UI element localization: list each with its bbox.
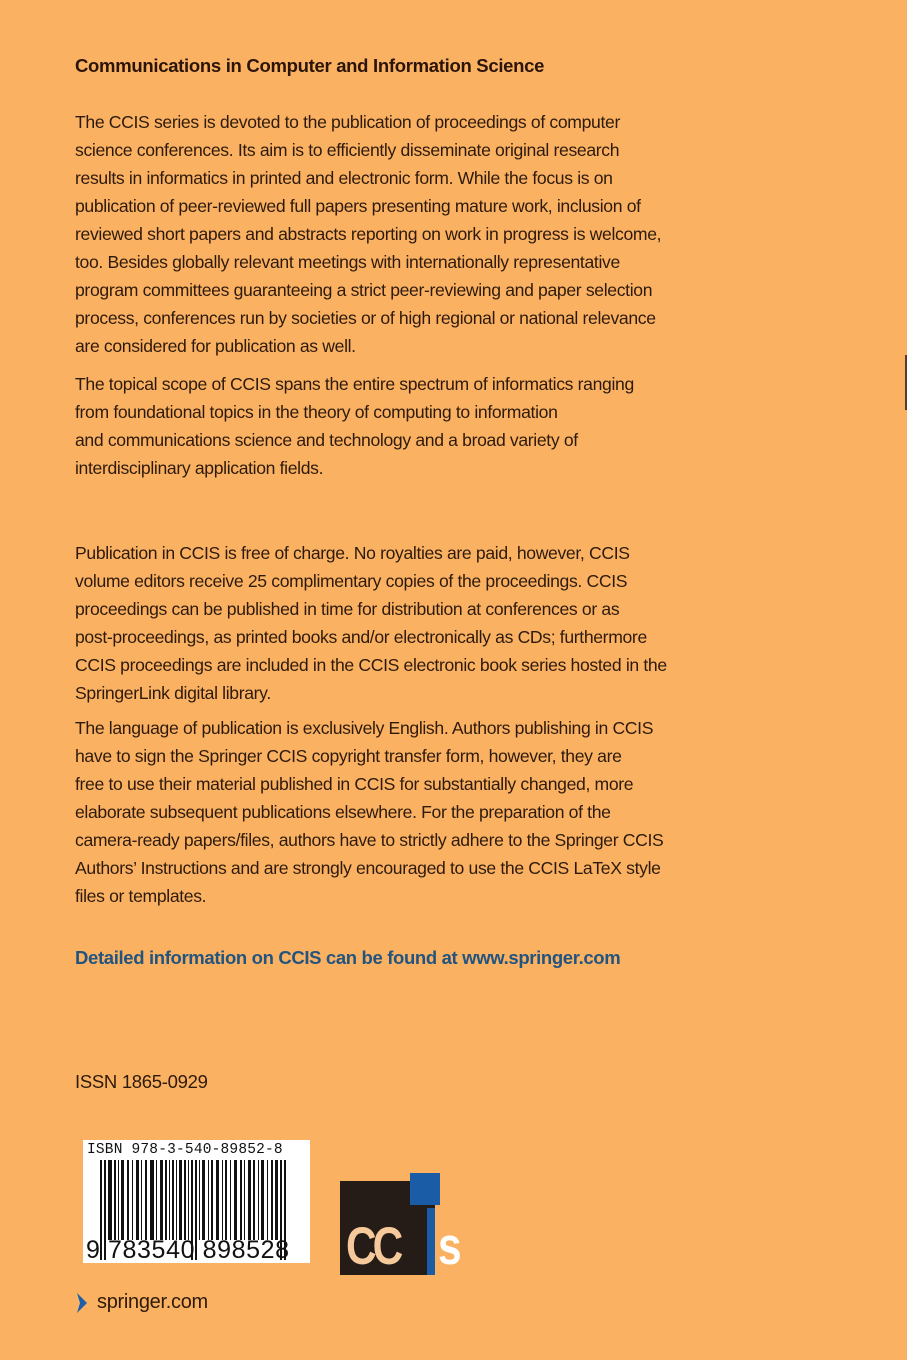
series-title: Communications in Computer and Information Science xyxy=(75,55,545,76)
text-line: Authors’ Instructions and are strongly encouraged to use the CCIS LaTeX style xyxy=(75,858,661,878)
text-line: science conferences. Its aim is to efficiently disseminate original research xyxy=(75,140,620,160)
springer-text: springer.com xyxy=(97,1291,208,1313)
text-line: The CCIS series is devoted to the publication of proceedings of computer xyxy=(75,112,620,132)
text-line: process, conferences run by societies or of high regional or national relevance xyxy=(75,308,656,328)
ccis-logo xyxy=(340,1173,468,1275)
text-line: volume editors receive 25 complimentary copies of the proceedings. CCIS xyxy=(75,571,628,591)
issn-number: ISSN 1865-0929 xyxy=(75,1071,208,1092)
text-line: camera-ready papers/files, authors have to strictly adhere to the Springer CCIS xyxy=(75,830,664,850)
paragraph-scope xyxy=(75,370,715,482)
logo-text-s: s xyxy=(438,1217,462,1276)
text-line: are considered for publication as well. xyxy=(75,336,356,356)
paragraph-publication xyxy=(75,539,715,707)
text-line: The topical scope of CCIS spans the entire spectrum of informatics ranging xyxy=(75,374,634,394)
info-link[interactable]: Detailed information on CCIS can be found at www.springer.com xyxy=(75,947,621,968)
text-line: SpringerLink digital library. xyxy=(75,683,271,703)
logo-blue-bar xyxy=(427,1208,435,1275)
text-line: publication of peer-reviewed full papers presenting mature work, inclusion of xyxy=(75,196,641,216)
text-line: program committees guaranteeing a strict peer-reviewing and paper selection xyxy=(75,280,653,300)
text-line: have to sign the Springer CCIS copyright transfer form, however, they are xyxy=(75,746,622,766)
logo-blue-square xyxy=(410,1173,440,1205)
barcode-digits: 9 783540 898528 xyxy=(86,1236,290,1264)
text-line: Publication in CCIS is free of charge. No royalties are paid, however, CCIS xyxy=(75,543,630,563)
text-line: too. Besides globally relevant meetings with internationally representative xyxy=(75,252,620,272)
text-line: files or templates. xyxy=(75,886,207,906)
text-line: CCIS proceedings are included in the CCIS electronic book series hosted in the xyxy=(75,655,667,675)
text-line: post-proceedings, as printed books and/or electronically as CDs; furthermore xyxy=(75,627,647,647)
text-line: results in informatics in printed and electronic form. While the focus is on xyxy=(75,168,613,188)
text-line: reviewed short papers and abstracts reporting on work in progress is welcome, xyxy=(75,224,662,244)
isbn-label: ISBN 978-3-540-89852-8 xyxy=(87,1142,283,1158)
text-line: interdisciplinary application fields. xyxy=(75,458,324,478)
text-line: proceedings can be published in time for distribution at conferences or as xyxy=(75,599,620,619)
springer-link[interactable] xyxy=(75,1291,208,1314)
text-line: and communications science and technology and a broad variety of xyxy=(75,430,578,450)
text-line: from foundational topics in the theory of computing to information xyxy=(75,402,558,422)
chevron-right-icon xyxy=(75,1292,89,1314)
text-line: free to use their material published in CCIS for substantially changed, more xyxy=(75,774,634,794)
text-line: The language of publication is exclusively English. Authors publishing in CCIS xyxy=(75,718,654,738)
paragraph-intro xyxy=(75,108,715,360)
logo-text-cc: CC xyxy=(346,1217,400,1276)
isbn-barcode xyxy=(83,1140,310,1263)
paragraph-language xyxy=(75,714,715,910)
text-line: elaborate subsequent publications elsewhere. For the preparation of the xyxy=(75,802,611,822)
